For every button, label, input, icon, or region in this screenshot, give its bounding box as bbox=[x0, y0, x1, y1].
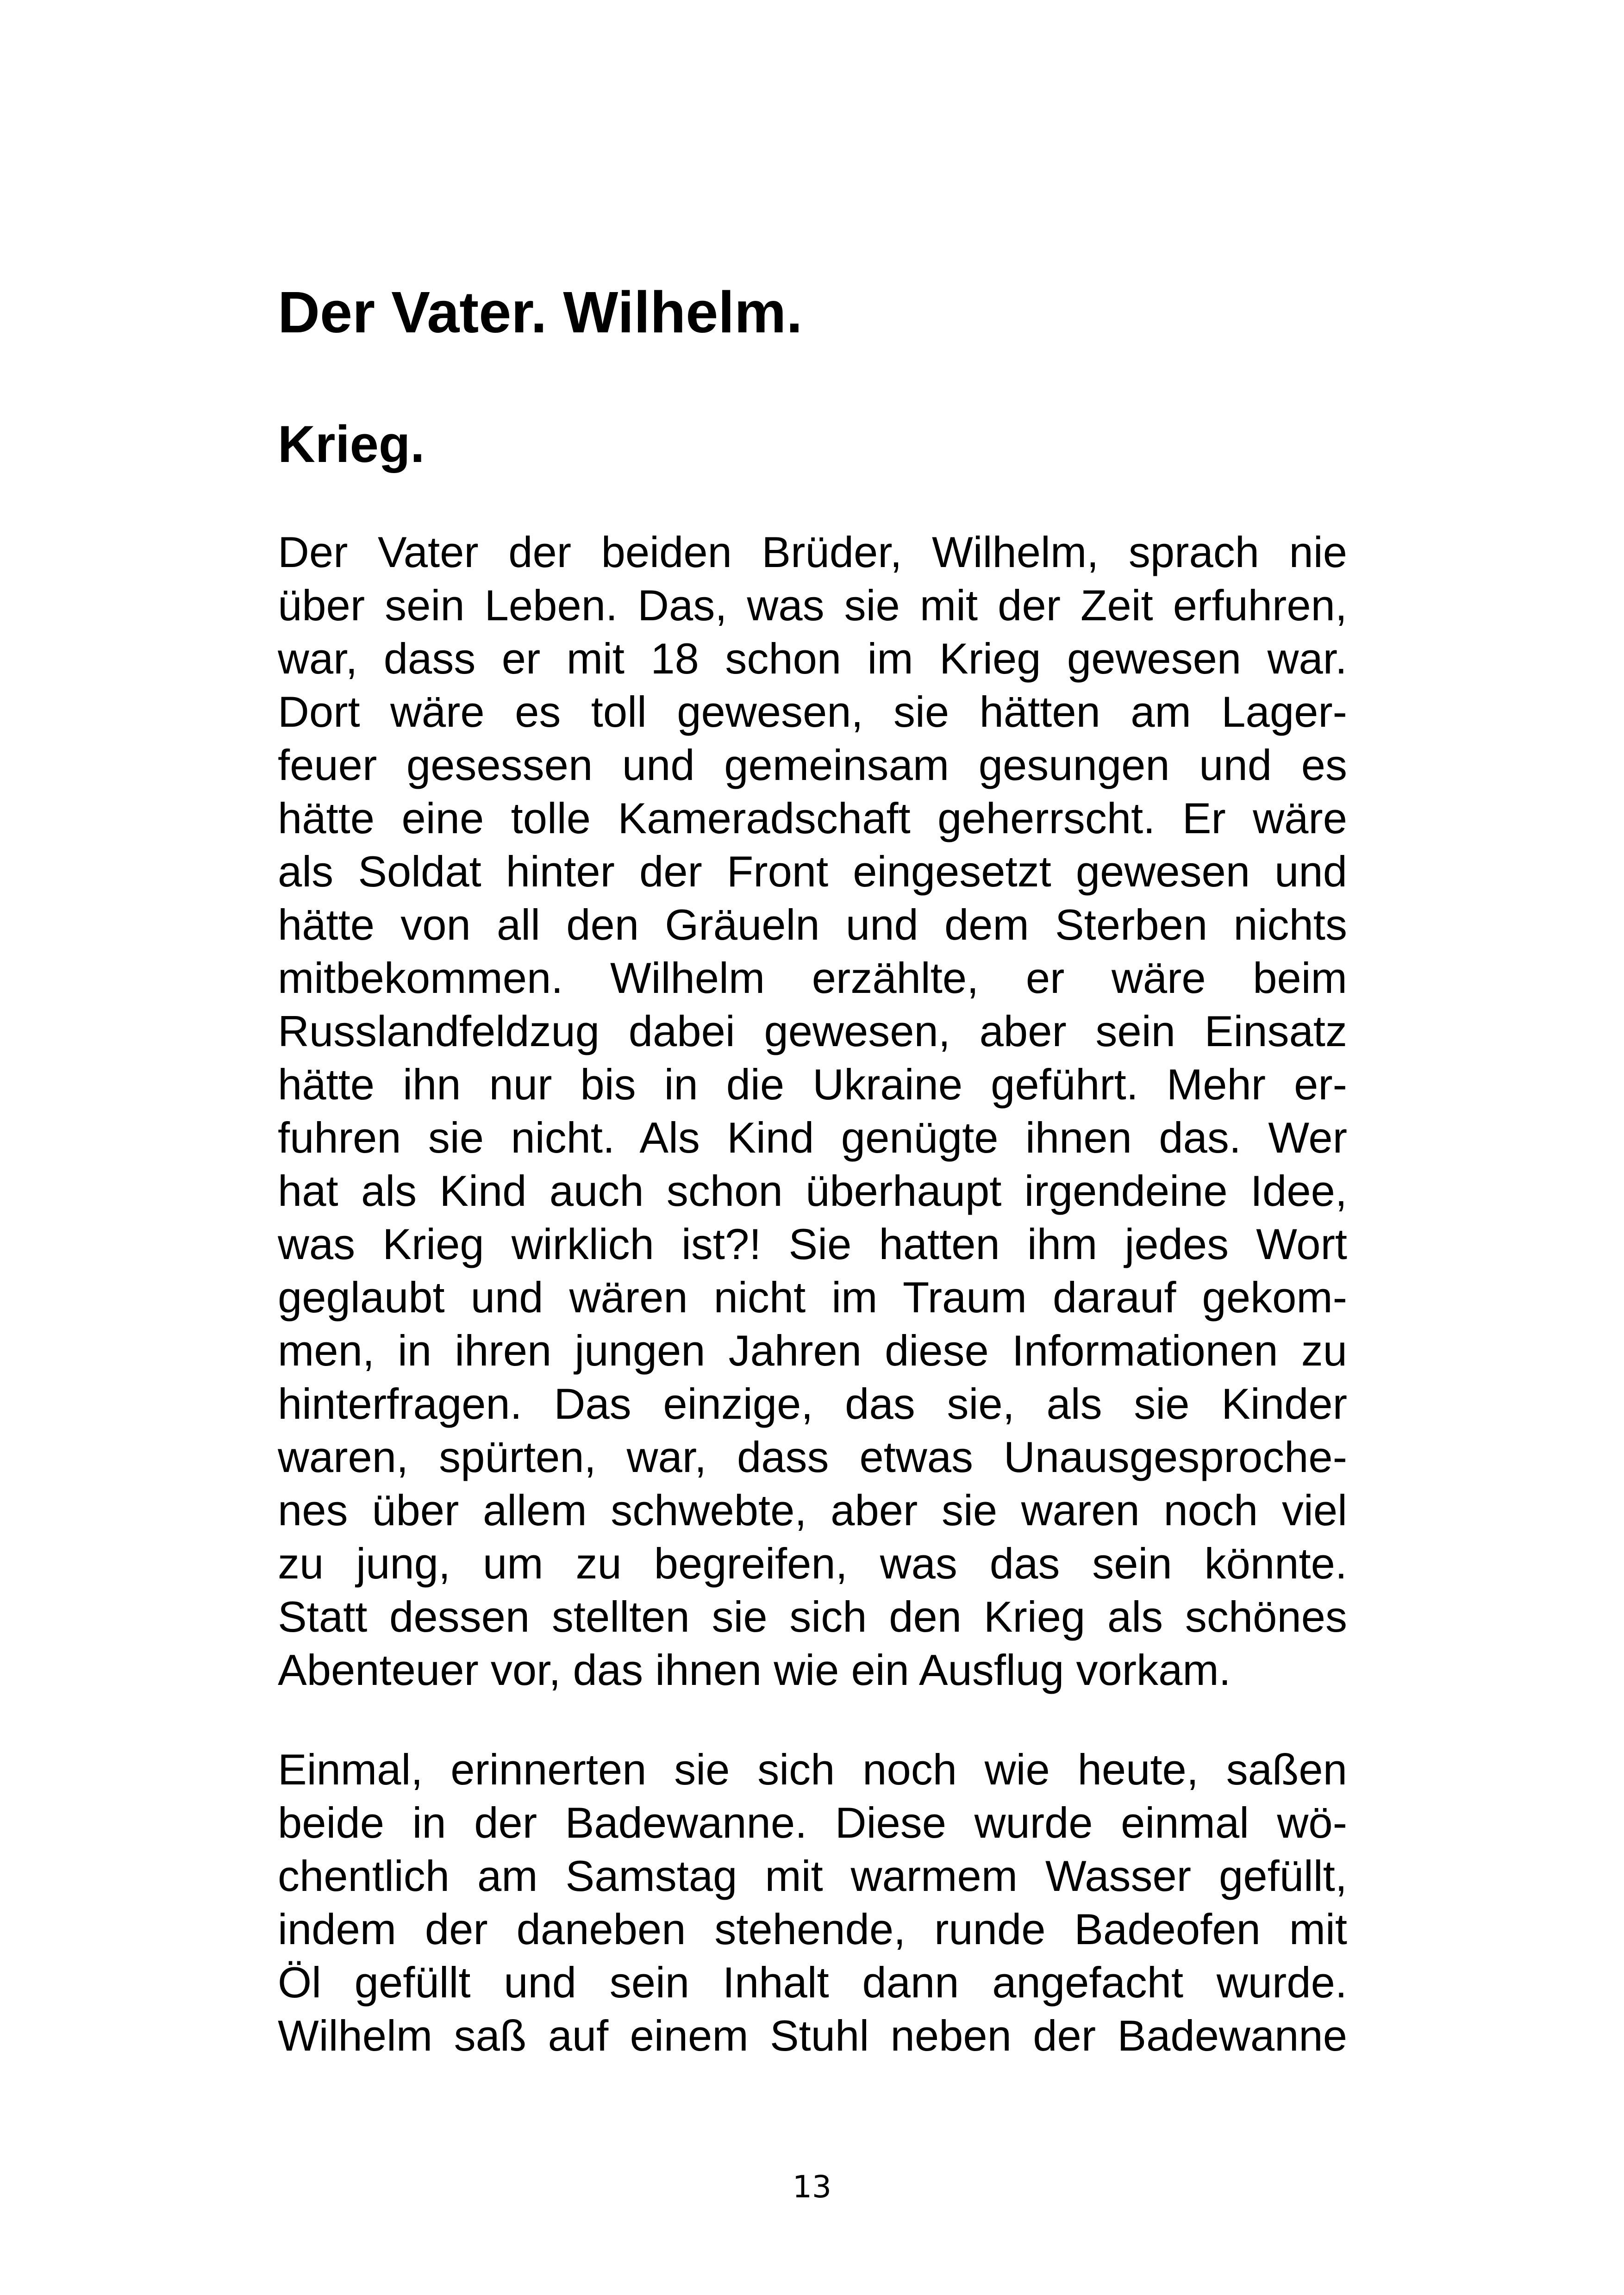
text-line: chentlich am Samstag mit warmem Wasser gefüllt, bbox=[278, 1852, 1347, 1900]
page-number: 13 bbox=[793, 2169, 831, 2205]
text-line: feuer gesessen und gemeinsam gesungen und es bbox=[278, 741, 1347, 789]
text-line: beide in der Badewanne. Diese wurde einmal wö- bbox=[278, 1798, 1347, 1847]
text-line: zu jung, um zu begreifen, was das sein könnte. bbox=[278, 1539, 1347, 1588]
text-line: waren, spürten, war, dass etwas Unausgesproche- bbox=[278, 1433, 1347, 1481]
text-line: geglaubt und wären nicht im Traum darauf gekom- bbox=[278, 1273, 1347, 1322]
text-line: Statt dessen stellten sie sich den Krieg als schönes bbox=[278, 1592, 1347, 1641]
text-line: war, dass er mit 18 schon im Krieg gewesen war. bbox=[278, 634, 1347, 683]
text-line: Öl gefüllt und sein Inhalt dann angefacht wurde. bbox=[278, 1958, 1347, 2007]
text-line: nes über allem schwebte, aber sie waren noch viel bbox=[278, 1486, 1347, 1534]
text-line: hinterfragen. Das einzige, das sie, als sie Kinder bbox=[278, 1379, 1347, 1428]
text-line: Wilhelm saß auf einem Stuhl neben der Badewanne bbox=[278, 2011, 1347, 2060]
section-title: Krieg. bbox=[278, 415, 425, 473]
chapter-title: Der Vater. Wilhelm. bbox=[278, 280, 803, 345]
text-line: hat als Kind auch schon überhaupt irgendeine Idee, bbox=[278, 1166, 1347, 1215]
text-line: über sein Leben. Das, was sie mit der Zeit erfuhren, bbox=[278, 581, 1347, 630]
text-line: hätte eine tolle Kameradschaft geherrscht. Er wäre bbox=[278, 794, 1347, 842]
text-line: hätte ihn nur bis in die Ukraine geführt. Mehr er- bbox=[278, 1060, 1347, 1109]
text-line: Abenteuer vor, das ihnen wie ein Ausflug vorkam. bbox=[278, 1646, 1231, 1694]
text-line: was Krieg wirklich ist?! Sie hatten ihm jedes Wort bbox=[278, 1220, 1347, 1268]
text-line: Der Vater der beiden Brüder, Wilhelm, sprach nie bbox=[278, 528, 1347, 576]
text-line: men, in ihren jungen Jahren diese Informationen zu bbox=[278, 1326, 1347, 1375]
paragraph-text bbox=[278, 1743, 1347, 2062]
text-line: als Soldat hinter der Front eingesetzt gewesen und bbox=[278, 847, 1347, 896]
paragraph-2 bbox=[278, 1743, 1347, 2062]
text-line: fuhren sie nicht. Als Kind genügte ihnen das. Wer bbox=[278, 1113, 1347, 1162]
text-line: Einmal, erinnerten sie sich noch wie heute, saßen bbox=[278, 1745, 1347, 1794]
paragraph-1 bbox=[278, 525, 1347, 1696]
paragraph-text bbox=[278, 525, 1347, 1696]
text-line: hätte von all den Gräueln und dem Sterben nichts bbox=[278, 900, 1347, 949]
text-line: mitbekommen. Wilhelm erzählte, er wäre beim bbox=[278, 954, 1347, 1002]
text-line: Russlandfeldzug dabei gewesen, aber sein Einsatz bbox=[278, 1007, 1347, 1055]
text-line: indem der daneben stehende, runde Badeofen mit bbox=[278, 1905, 1347, 1953]
text-line: Dort wäre es toll gewesen, sie hätten am Lager- bbox=[278, 687, 1347, 736]
